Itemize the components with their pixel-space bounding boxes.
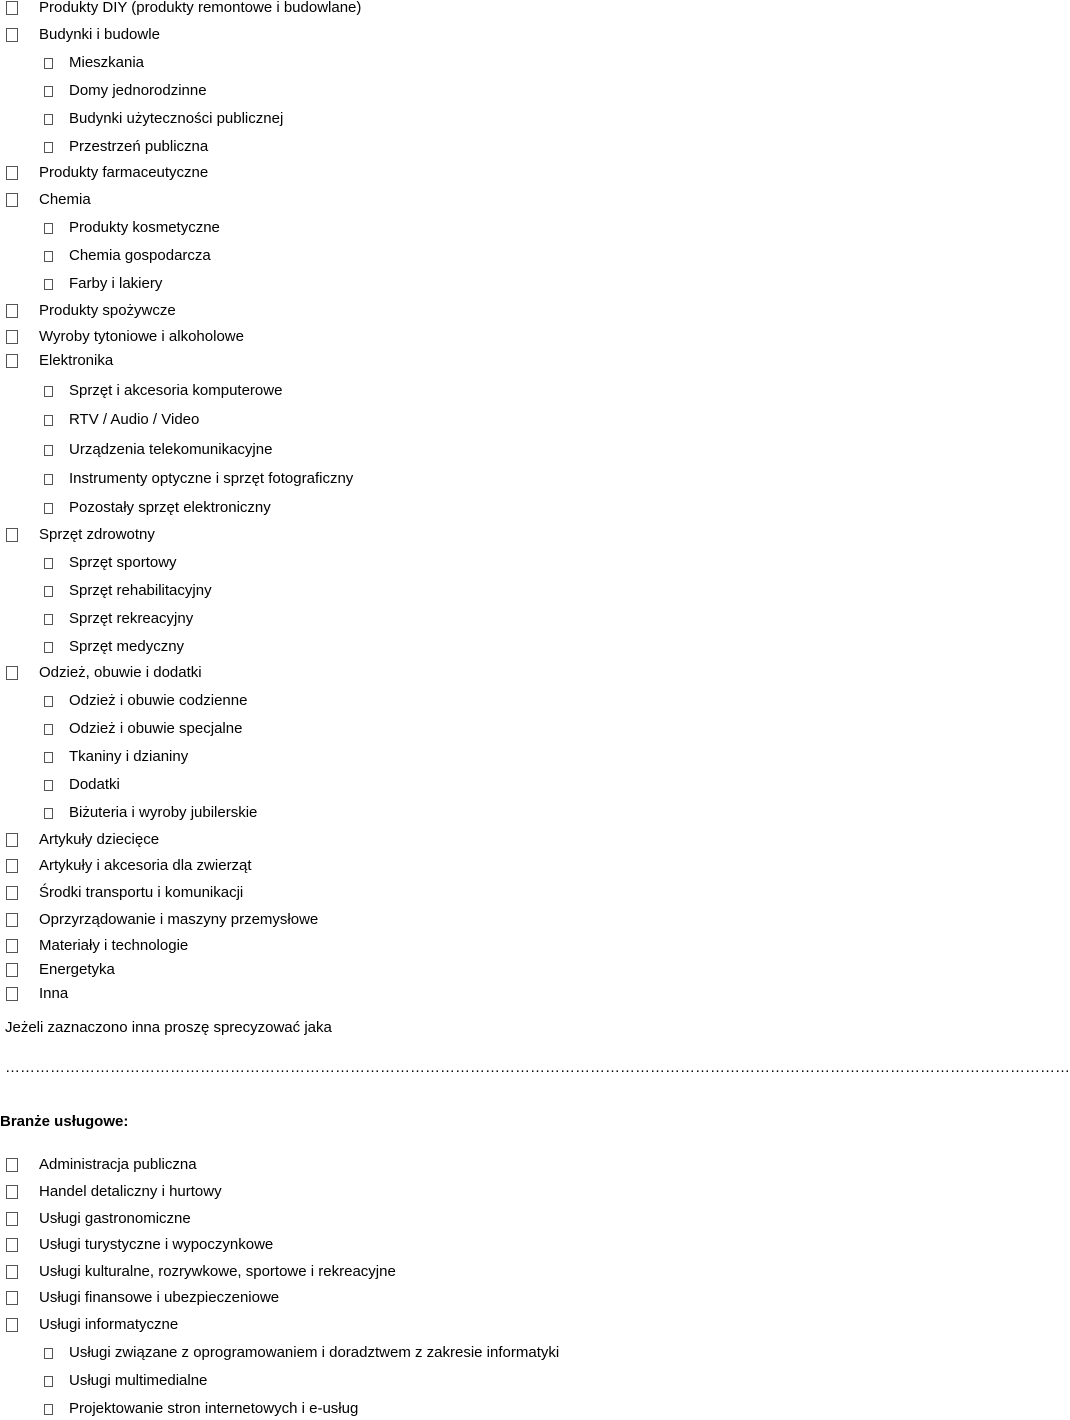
product-category-item-label: Budynki i budowle <box>39 26 160 43</box>
product-category-item[interactable] <box>44 273 162 295</box>
service-category-item-label: Usługi turystyczne i wypoczynkowe <box>39 1236 274 1253</box>
checkbox[interactable] <box>44 142 53 153</box>
product-category-item-label: Sprzęt medyczny <box>69 638 185 655</box>
product-category-item-label: Odzież i obuwie specjalne <box>69 720 243 737</box>
product-category-item-label: Produkty kosmetyczne <box>69 219 220 236</box>
service-category-item[interactable] <box>6 1234 273 1256</box>
product-category-item-label: Sprzęt sportowy <box>69 554 177 571</box>
product-category-item[interactable] <box>6 882 243 904</box>
product-category-item[interactable] <box>44 802 257 824</box>
checkbox[interactable] <box>44 696 53 707</box>
product-category-item-label: Farby i lakiery <box>69 275 163 292</box>
checkbox[interactable] <box>6 1185 18 1199</box>
product-category-item[interactable] <box>44 245 211 267</box>
checkbox[interactable] <box>44 586 53 597</box>
service-category-item-label: Usługi kulturalne, rozrywkowe, sportowe i rekreacyjne <box>39 1263 396 1280</box>
checkbox[interactable] <box>44 1376 53 1387</box>
product-category-item-label: Produkty farmaceutyczne <box>39 164 209 181</box>
product-category-item-label: Mieszkania <box>69 54 145 71</box>
service-category-item[interactable] <box>6 1261 396 1283</box>
product-category-item[interactable] <box>6 983 68 1005</box>
checkbox[interactable] <box>44 558 53 569</box>
checkbox[interactable] <box>6 913 18 927</box>
checkbox[interactable] <box>6 987 18 1001</box>
product-category-item[interactable] <box>44 690 247 712</box>
services-heading: Branże usługowe: <box>0 1113 129 1130</box>
product-category-item[interactable] <box>6 855 252 877</box>
checkbox[interactable] <box>6 939 18 953</box>
service-category-item[interactable] <box>44 1342 559 1364</box>
product-category-item[interactable] <box>44 108 283 130</box>
checkbox[interactable] <box>44 474 53 485</box>
product-category-item[interactable] <box>6 909 318 931</box>
checkbox[interactable] <box>6 886 18 900</box>
service-category-item-label: Usługi gastronomiczne <box>39 1210 191 1227</box>
product-category-item[interactable] <box>6 959 115 981</box>
checkbox[interactable] <box>44 1348 53 1359</box>
product-category-item-label: Sprzęt zdrowotny <box>39 526 155 543</box>
product-category-item-label: Artykuły dziecięce <box>39 831 160 848</box>
checkbox[interactable] <box>6 833 18 847</box>
checkbox[interactable] <box>44 223 53 234</box>
checkbox[interactable] <box>6 1212 18 1226</box>
service-category-item-label: Usługi finansowe i ubezpieczeniowe <box>39 1289 280 1306</box>
product-category-item-label: Budynki użyteczności publicznej <box>69 110 284 127</box>
product-category-item[interactable] <box>6 326 244 348</box>
product-category-item-label: Inna <box>39 985 69 1002</box>
product-category-item[interactable] <box>44 718 242 740</box>
product-category-item[interactable] <box>6 0 361 19</box>
product-category-item[interactable] <box>44 746 188 768</box>
checkbox[interactable] <box>6 304 18 318</box>
other-specify-note: Jeżeli zaznaczono inna proszę sprecyzować jaka <box>5 1019 332 1036</box>
product-category-item-label: Sprzęt rehabilitacyjny <box>69 582 212 599</box>
product-category-item-label: Oprzyrządowanie i maszyny przemysłowe <box>39 911 319 928</box>
checkbox[interactable] <box>44 58 53 69</box>
product-category-item-label: Elektronika <box>39 352 114 369</box>
product-category-item[interactable] <box>44 497 271 519</box>
product-category-item[interactable] <box>44 380 282 402</box>
checkbox[interactable] <box>44 445 53 456</box>
product-category-item-label: Urządzenia telekomunikacyjne <box>69 441 273 458</box>
service-category-item-label: Administracja publiczna <box>39 1156 197 1173</box>
product-category-item[interactable] <box>44 636 184 658</box>
product-category-item[interactable] <box>6 662 202 684</box>
checkbox[interactable] <box>44 614 53 625</box>
checkbox[interactable] <box>44 251 53 262</box>
checkbox[interactable] <box>44 386 53 397</box>
checkbox[interactable] <box>6 1291 18 1305</box>
product-category-item-label: Chemia gospodarcza <box>69 247 211 264</box>
product-category-item-label: RTV / Audio / Video <box>69 411 200 428</box>
product-category-item-label: Sprzęt i akcesoria komputerowe <box>69 382 283 399</box>
product-category-item-label: Wyroby tytoniowe i alkoholowe <box>39 328 244 345</box>
product-category-item-label: Materiały i technologie <box>39 937 189 954</box>
checkbox[interactable] <box>6 1238 18 1252</box>
product-category-item-label: Tkaniny i dzianiny <box>69 748 189 765</box>
checkbox[interactable] <box>6 354 18 368</box>
product-category-item[interactable] <box>6 300 176 322</box>
product-category-item-label: Środki transportu i komunikacji <box>39 884 244 901</box>
product-category-item[interactable] <box>6 350 113 372</box>
checkbox[interactable] <box>44 724 53 735</box>
product-category-item-label: Pozostały sprzęt elektroniczny <box>69 499 271 516</box>
checkbox[interactable] <box>6 193 18 207</box>
checkbox[interactable] <box>44 86 53 97</box>
service-category-item-label: Usługi związane z oprogramowaniem i doradztwem z zakresie informatyki <box>69 1344 560 1361</box>
checkbox[interactable] <box>44 808 53 819</box>
checkbox[interactable] <box>44 780 53 791</box>
product-category-item[interactable] <box>6 935 188 957</box>
specify-dotted-line[interactable]: …………………………………………………………………………………………………………………………………………………………………………………………… <box>5 1059 1070 1076</box>
product-category-item[interactable] <box>44 468 353 490</box>
checkbox[interactable] <box>6 1265 18 1279</box>
product-category-item-label: Sprzęt rekreacyjny <box>69 610 194 627</box>
service-category-item[interactable] <box>6 1208 191 1230</box>
checkbox[interactable] <box>44 1404 53 1415</box>
service-category-item-label: Usługi informatyczne <box>39 1316 179 1333</box>
product-category-item[interactable] <box>6 189 91 211</box>
checkbox[interactable] <box>6 1318 18 1332</box>
product-category-item[interactable] <box>6 524 155 546</box>
product-category-item-label: Biżuteria i wyroby jubilerskie <box>69 804 258 821</box>
product-category-item[interactable] <box>6 24 160 46</box>
checkbox[interactable] <box>6 1158 18 1172</box>
product-category-item[interactable] <box>44 80 207 102</box>
service-category-item[interactable] <box>6 1154 197 1176</box>
product-category-item-label: Odzież i obuwie codzienne <box>69 692 248 709</box>
checkbox[interactable] <box>44 642 53 653</box>
product-category-item[interactable] <box>44 409 199 431</box>
product-category-item[interactable] <box>44 52 144 74</box>
product-category-item-label: Odzież, obuwie i dodatki <box>39 664 202 681</box>
checkbox[interactable] <box>6 1 18 15</box>
product-category-item[interactable] <box>44 608 193 630</box>
product-category-item-label: Produkty spożywcze <box>39 302 176 319</box>
product-category-item-label: Dodatki <box>69 776 120 793</box>
product-category-item-label: Chemia <box>39 191 91 208</box>
product-category-item[interactable] <box>44 580 212 602</box>
product-category-item-label: Produkty DIY (produkty remontowe i budowlane) <box>39 0 362 16</box>
product-category-item-label: Domy jednorodzinne <box>69 82 207 99</box>
product-category-item-label: Przestrzeń publiczna <box>69 138 209 155</box>
service-category-item-label: Usługi multimedialne <box>69 1372 208 1389</box>
product-category-item[interactable] <box>6 829 159 851</box>
checkbox[interactable] <box>44 279 53 290</box>
checkbox[interactable] <box>6 528 18 542</box>
service-category-item[interactable] <box>44 1398 358 1420</box>
product-category-item[interactable] <box>44 217 220 239</box>
checkbox[interactable] <box>44 114 53 125</box>
checkbox[interactable] <box>44 503 53 514</box>
checkbox[interactable] <box>6 666 18 680</box>
service-category-item[interactable] <box>6 1287 279 1309</box>
checkbox[interactable] <box>6 963 18 977</box>
product-category-item[interactable] <box>44 136 208 158</box>
checkbox[interactable] <box>6 330 18 344</box>
checkbox[interactable] <box>44 415 53 426</box>
product-category-item-label: Artykuły i akcesoria dla zwierząt <box>39 857 252 874</box>
product-category-item[interactable] <box>44 552 177 574</box>
service-category-item-label: Projektowanie stron internetowych i e-usług <box>69 1400 359 1417</box>
product-category-item[interactable] <box>6 162 208 184</box>
service-category-item[interactable] <box>44 1370 207 1392</box>
checkbox[interactable] <box>6 859 18 873</box>
product-category-item-label: Instrumenty optyczne i sprzęt fotograficzny <box>69 470 354 487</box>
service-category-item-label: Handel detaliczny i hurtowy <box>39 1183 222 1200</box>
service-category-item[interactable] <box>6 1314 178 1336</box>
checkbox[interactable] <box>6 28 18 42</box>
checkbox[interactable] <box>6 166 18 180</box>
checkbox[interactable] <box>44 752 53 763</box>
product-category-item-label: Energetyka <box>39 961 115 978</box>
service-category-item[interactable] <box>6 1181 222 1203</box>
product-category-item[interactable] <box>44 439 272 461</box>
product-category-item[interactable] <box>44 774 120 796</box>
